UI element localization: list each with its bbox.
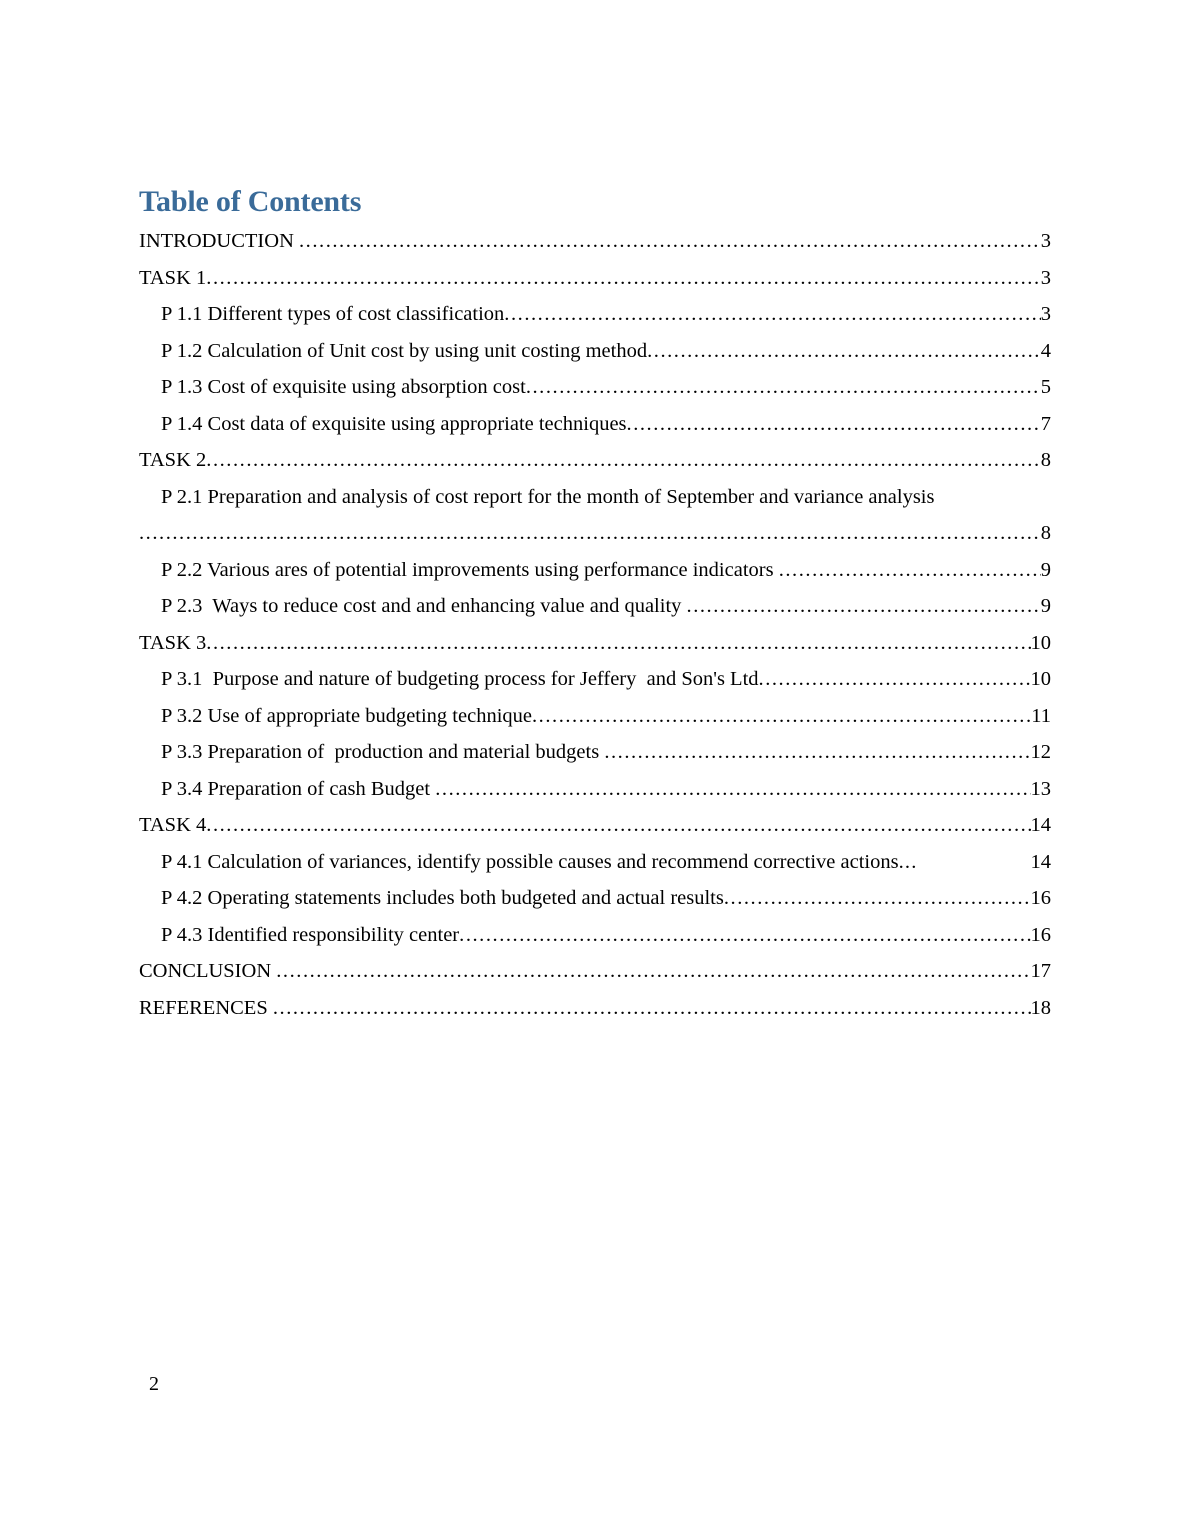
toc-page-number: 9 [1040, 595, 1051, 617]
toc-leader-dots [276, 953, 1030, 990]
toc-page-number: 14 [1030, 814, 1051, 836]
toc-entry-label: P 2.3 Ways to reduce cost and and enhancing value and quality [161, 595, 687, 617]
toc-page-number: 4 [1040, 339, 1051, 362]
toc-entry-row [161, 734, 1051, 771]
toc-leader-dots [139, 515, 1041, 552]
toc-entry-label: P 3.2 Use of appropriate budgeting technique [161, 704, 532, 727]
toc-entry-label: INTRODUCTION [139, 230, 299, 252]
toc-entry[interactable] [139, 588, 1051, 625]
toc-entry-row [139, 260, 1051, 297]
toc-leader-dots [206, 442, 1040, 479]
toc-entry-label: P 1.4 Cost data of exquisite using appropriate techniques [161, 412, 627, 435]
toc-entry-row [139, 990, 1051, 1027]
toc-entry[interactable] [139, 698, 1051, 735]
toc-entry-row [161, 844, 1051, 881]
toc-page-number: 16 [1030, 887, 1051, 909]
toc-entry-list [139, 223, 1051, 1026]
toc-leader-dots [724, 880, 1031, 917]
toc-entry[interactable] [139, 296, 1051, 333]
toc-entry-label: CONCLUSION [139, 960, 277, 982]
toc-page-number: 8 [1040, 522, 1051, 544]
toc-entry[interactable] [139, 333, 1051, 370]
toc-page-number: 11 [1031, 704, 1051, 727]
toc-entry-label: P 4.2 Operating statements includes both budgeted and actual results [161, 887, 724, 909]
toc-entry[interactable] [139, 223, 1051, 260]
toc-entry[interactable] [139, 479, 1051, 552]
toc-entry-label: P 1.2 Calculation of Unit cost by using unit costing method [161, 339, 648, 362]
toc-page-number: 5 [1040, 376, 1051, 398]
toc-page-number: 10 [1030, 631, 1051, 654]
toc-entry[interactable] [139, 990, 1051, 1027]
toc-entry-label: P 2.2 Various ares of potential improvements using performance indicators [161, 558, 779, 581]
toc-entry-row [161, 552, 1051, 589]
toc-entry[interactable] [139, 260, 1051, 297]
toc-page-number: 7 [1040, 412, 1051, 435]
toc-page-number: 3 [1040, 266, 1051, 289]
toc-entry-row [139, 625, 1051, 662]
toc-entry-label: P 3.1 Purpose and nature of budgeting process for Jeffery and Son's Ltd [161, 668, 759, 690]
toc-entry-row [161, 369, 1051, 406]
toc-entry-row [161, 296, 1051, 333]
toc-entry-row [161, 771, 1051, 808]
toc-entry-row [161, 406, 1051, 443]
toc-entry[interactable] [139, 807, 1051, 844]
toc-entry-row [139, 442, 1051, 479]
toc-entry[interactable] [139, 625, 1051, 662]
toc-entry-label: TASK 4 [139, 814, 207, 836]
toc-entry-label: TASK 1 [139, 266, 207, 289]
toc-entry-label: REFERENCES [139, 996, 273, 1019]
toc-entry[interactable] [139, 917, 1051, 954]
toc-leader-dots [687, 588, 1041, 625]
toc-leader-dots [779, 552, 1041, 589]
toc-entry-row [161, 333, 1051, 370]
toc-entry-label: P 3.3 Preparation of production and material budgets [161, 741, 605, 763]
toc-leader-dots [647, 333, 1041, 370]
toc-entry[interactable] [139, 369, 1051, 406]
toc-leader-dots [759, 661, 1031, 698]
toc-page-number: 10 [1030, 668, 1051, 690]
toc-page-number: 12 [1030, 741, 1051, 763]
toc-entry[interactable] [139, 442, 1051, 479]
toc-leader-dots [504, 296, 1040, 333]
toc-entry-label: P 4.1 Calculation of variances, identify possible causes and recommend corrective actions [161, 850, 899, 873]
toc-leader-dots [532, 698, 1031, 735]
toc-leader-dots [459, 917, 1030, 954]
toc-leader-dots [273, 990, 1031, 1027]
toc-entry-label: P 2.1 Preparation and analysis of cost report for the month of September and variance analysis [161, 485, 935, 508]
toc-leader-dots [435, 771, 1030, 808]
toc-entry-row [139, 953, 1051, 990]
toc-entry-label: P 4.3 Identified responsibility center [161, 923, 460, 946]
toc-leader-dots [627, 406, 1041, 443]
toc-entry-label: P 1.3 Cost of exquisite using absorption cost [161, 376, 526, 398]
toc-leader-dots [299, 223, 1041, 260]
toc-leader-dots [604, 734, 1030, 771]
toc-entry-row [161, 917, 1051, 954]
toc-entry-row [161, 588, 1051, 625]
toc-leader-dots [206, 625, 1030, 662]
toc-entry-row [139, 807, 1051, 844]
toc-page-number: 17 [1030, 960, 1051, 982]
toc-leader-dots [899, 844, 918, 881]
toc-entry[interactable] [139, 406, 1051, 443]
toc-entry-label: TASK 2 [139, 449, 207, 471]
toc-entry[interactable] [139, 552, 1051, 589]
toc-entry-row [161, 661, 1051, 698]
toc-entry-label: TASK 3 [139, 631, 207, 654]
toc-page-number: 3 [1040, 230, 1051, 252]
toc-entry-row [161, 698, 1051, 735]
toc-page-number: 16 [1030, 923, 1051, 946]
toc-entry[interactable] [139, 844, 1051, 881]
toc-page-number: 3 [1040, 303, 1051, 325]
toc-page-number: 8 [1040, 449, 1051, 471]
table-of-contents [139, 185, 1051, 1026]
toc-page-number: 14 [1030, 850, 1051, 873]
toc-entry[interactable] [139, 880, 1051, 917]
toc-entry-continuation [139, 515, 1051, 552]
toc-entry-row [161, 880, 1051, 917]
toc-entry-row [139, 223, 1051, 260]
toc-leader-dots [206, 807, 1030, 844]
toc-page-number: 13 [1030, 777, 1051, 800]
toc-leader-dots [206, 260, 1040, 297]
toc-entry[interactable] [139, 661, 1051, 698]
page-title: Table of Contents [139, 185, 362, 218]
toc-page-number: 9 [1040, 558, 1051, 581]
toc-entry-label: P 1.1 Different types of cost classification [161, 303, 505, 325]
toc-leader-dots [526, 369, 1041, 406]
page-number: 2 [149, 1373, 159, 1395]
toc-entry-label: P 3.4 Preparation of cash Budget [161, 777, 436, 800]
toc-entry[interactable] [139, 771, 1051, 808]
toc-entry[interactable] [139, 953, 1051, 990]
toc-page-number: 18 [1030, 996, 1051, 1019]
toc-entry[interactable] [139, 734, 1051, 771]
